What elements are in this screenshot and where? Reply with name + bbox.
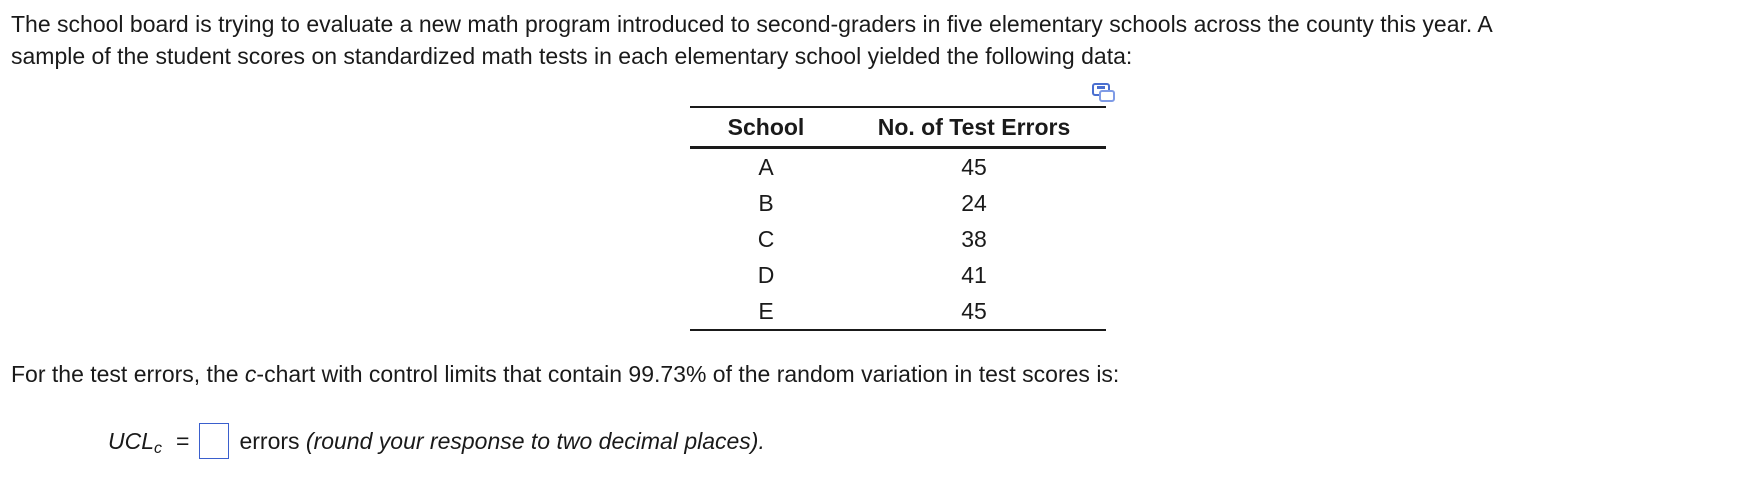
problem-intro <box>11 8 1726 72</box>
equals-sign: = <box>176 428 190 454</box>
school-cell: E <box>758 297 774 324</box>
errors-cell: 24 <box>961 189 987 216</box>
school-cell: A <box>758 153 774 180</box>
school-cell: C <box>757 225 775 252</box>
table-row <box>690 221 1106 257</box>
school-cell: B <box>758 189 774 216</box>
table-row <box>690 148 1106 186</box>
question-c-italic: c <box>244 361 257 387</box>
header-school: School <box>690 107 842 148</box>
table-row <box>690 185 1106 221</box>
errors-cell: 38 <box>961 225 987 252</box>
intro-line-1: The school board is trying to evaluate a new math program introduced to second-graders in five elementary schools across the county this year. A <box>11 11 1493 37</box>
errors-cell: 45 <box>961 153 987 180</box>
ucl-answer-line <box>108 423 765 459</box>
copy-to-clipboard-icon[interactable] <box>1092 83 1116 103</box>
table-row <box>690 257 1106 293</box>
intro-line-2: sample of the student scores on standardized math tests in each elementary school yielded the following data: <box>11 43 1133 69</box>
ucl-subscript: c <box>154 440 163 457</box>
units-label: errors <box>239 428 300 454</box>
errors-cell: 45 <box>961 297 987 324</box>
rounding-instruction: (round your response to two decimal places). <box>305 428 765 454</box>
table-row <box>690 293 1106 330</box>
question-text <box>11 358 1119 390</box>
ucl-answer-input[interactable] <box>199 423 229 459</box>
question-after: -chart with control limits that contain 99.73% of the random variation in test scores is: <box>256 361 1120 387</box>
table-header-row <box>690 107 1106 148</box>
header-test-errors: No. of Test Errors <box>842 107 1106 148</box>
question-before: For the test errors, the <box>11 361 245 387</box>
test-errors-table <box>690 106 1106 331</box>
school-cell: D <box>757 261 775 288</box>
ucl-label: UCL <box>108 428 155 454</box>
errors-cell: 41 <box>961 261 987 288</box>
